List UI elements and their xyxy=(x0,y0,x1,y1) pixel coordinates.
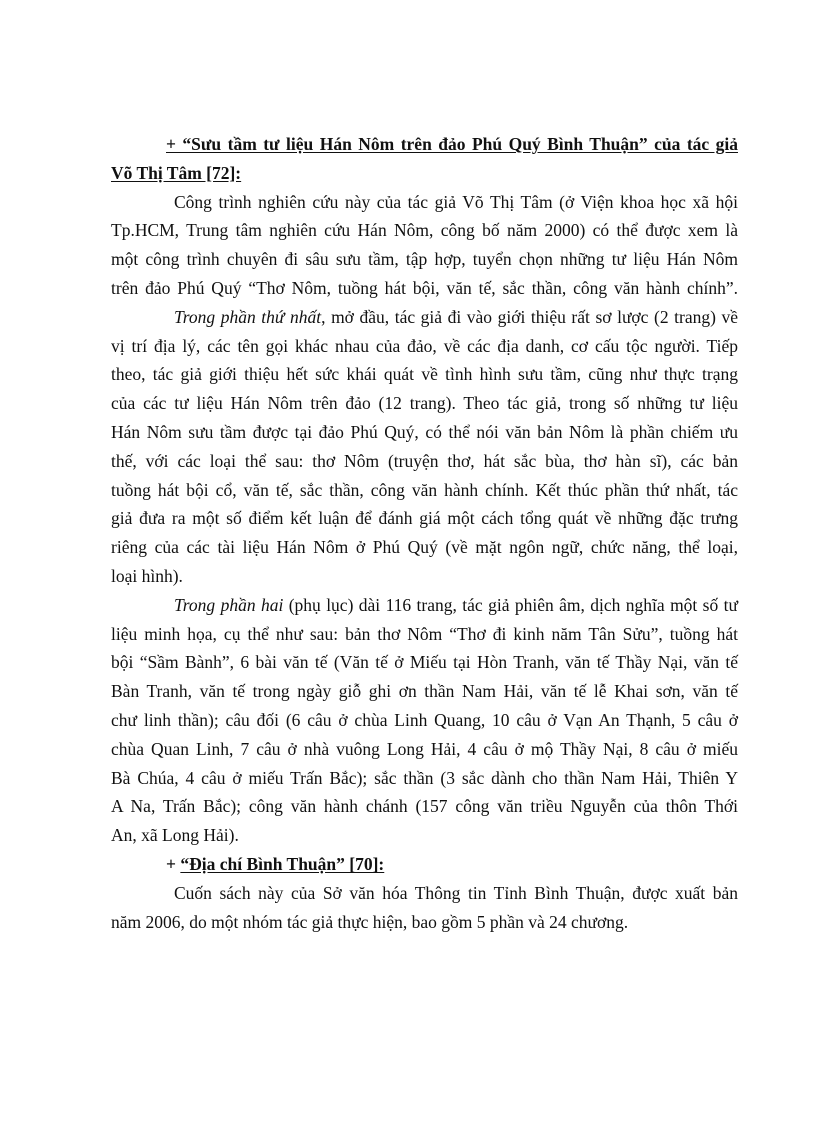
section-2-heading-plus: + xyxy=(166,853,181,874)
paragraph-1-line-3: một công trình chuyên đi sâu sưu tầm, tập hợp, tuyển chọn những tư liệu Hán Nôm xyxy=(111,249,738,270)
paragraph-3-line-8: A Na, Trấn Bắc); công văn hành chánh (157 công văn triều Nguyễn của thôn Thới xyxy=(111,796,738,817)
paragraph-2-line-7: tuồng hát bội cổ, văn tế, sắc thần, công văn hành chính. Kết thúc phần thứ nhất, tác xyxy=(111,479,738,500)
paragraph-2-line-2: vị trí địa lý, các tên gọi khác nhau của đảo, về các địa danh, cơ cấu tộc người. Tiếp xyxy=(111,335,738,356)
section-2-paragraph-last-line: năm 2006, do một nhóm tác giả thực hiện, bao gồm 5 phần và 24 chương. xyxy=(111,911,629,932)
paragraph-3-last-line: An, xã Long Hải). xyxy=(111,825,239,846)
paragraph-2-last-line: loại hình). xyxy=(111,565,183,586)
paragraph-3-lead-rest: (phụ lục) dài 116 trang, tác giả phiên âm, dịch nghĩa một số tư xyxy=(283,594,738,615)
page-content xyxy=(111,130,738,936)
paragraph-1-line-4: trên đảo Phú Quý “Thơ Nôm, tuồng hát bội, văn tế, sắc thần, công văn hành chính”. xyxy=(111,277,738,298)
paragraph-3-line-7: Bà Chúa, 4 câu ở miếu Trấn Bắc); sắc thần (3 sắc dành cho thần Nam Hải, Thiên Y xyxy=(111,767,738,788)
paragraph-3-line-6: chùa Quan Linh, 7 câu ở nhà vuông Long Hải, 4 câu ở mộ Thầy Nại, 8 câu ở miếu xyxy=(111,738,738,759)
paragraph-3-line-4: Bàn Tranh, văn tế trong ngày giỗ ghi ơn thần Nam Hải, văn tế lễ Khai sơn, văn tế xyxy=(111,681,738,702)
section-2-heading xyxy=(111,850,738,879)
section-1-heading-line-1: + “Sưu tầm tư liệu Hán Nôm trên đảo Phú Quý Bình Thuận” của tác giả xyxy=(166,134,738,154)
paragraph-3-line-5: chư linh thần); câu đối (6 câu ở chùa Linh Quang, 10 câu ở Vạn An Thạnh, 5 câu ở xyxy=(111,709,738,730)
paragraph-1-line-2: Tp.HCM, Trung tâm nghiên cứu Hán Nôm, công bố năm 2000) có thể được xem là xyxy=(111,220,738,241)
paragraph-2-line-1 xyxy=(111,303,738,332)
paragraph-2-italic-lead: Trong phần thứ nhất xyxy=(174,306,322,327)
paragraph-3-line-1 xyxy=(111,591,738,620)
paragraph-2-line-8: giả đưa ra một số điểm kết luận để đánh giá một cách tổng quát về những đặc trưng xyxy=(111,508,738,529)
paragraph-2-line-6: thế, với các loại thể sau: thơ Nôm (truyện thơ, hát sắc bùa, thơ hàn sĩ), các bản xyxy=(111,450,738,471)
paragraph-2-line-3: theo, tác giả giới thiệu hết sức khái quát về tình hình sưu tầm, cũng như thực trạng xyxy=(111,364,738,385)
paragraph-2-line-9: riêng của các tài liệu Hán Nôm ở Phú Quý (về mặt ngôn ngữ, chức năng, thể loại, xyxy=(111,537,738,558)
section-2-paragraph-line-1: Cuốn sách này của Sở văn hóa Thông tin Tỉnh Bình Thuận, được xuất bản xyxy=(174,882,738,903)
paragraph-3-line-2: liệu minh họa, cụ thể như sau: bản thơ Nôm “Thơ đi kinh năm Tân Sửu”, tuồng hát xyxy=(111,623,738,644)
paragraph-2-line-5: Hán Nôm sưu tầm được tại đảo Phú Quý, có thể nói văn bản Nôm là phần chiếm ưu xyxy=(111,421,738,442)
paragraph-3-italic-lead: Trong phần hai xyxy=(174,594,284,615)
paragraph-3-line-3: bội “Sầm Bành”, 6 bài văn tế (Văn tế ở Miếu tại Hòn Tranh, văn tế Thầy Nại, văn tế xyxy=(111,652,738,673)
section-1-heading-line-2: Võ Thị Tâm [72]: xyxy=(111,162,242,183)
paragraph-2-lead-rest: , mở đầu, tác giả đi vào giới thiệu rất sơ lược (2 trang) về xyxy=(321,306,739,327)
paragraph-2-line-4: của các tư liệu Hán Nôm trên đảo (12 trang). Theo tác giả, trong số những tư liệu xyxy=(111,393,738,414)
paragraph-1-line-1: Công trình nghiên cứu này của tác giả Võ Thị Tâm (ở Viện khoa học xã hội xyxy=(174,191,738,212)
section-2-heading-title: “Địa chí Bình Thuận” [70]: xyxy=(180,853,385,874)
